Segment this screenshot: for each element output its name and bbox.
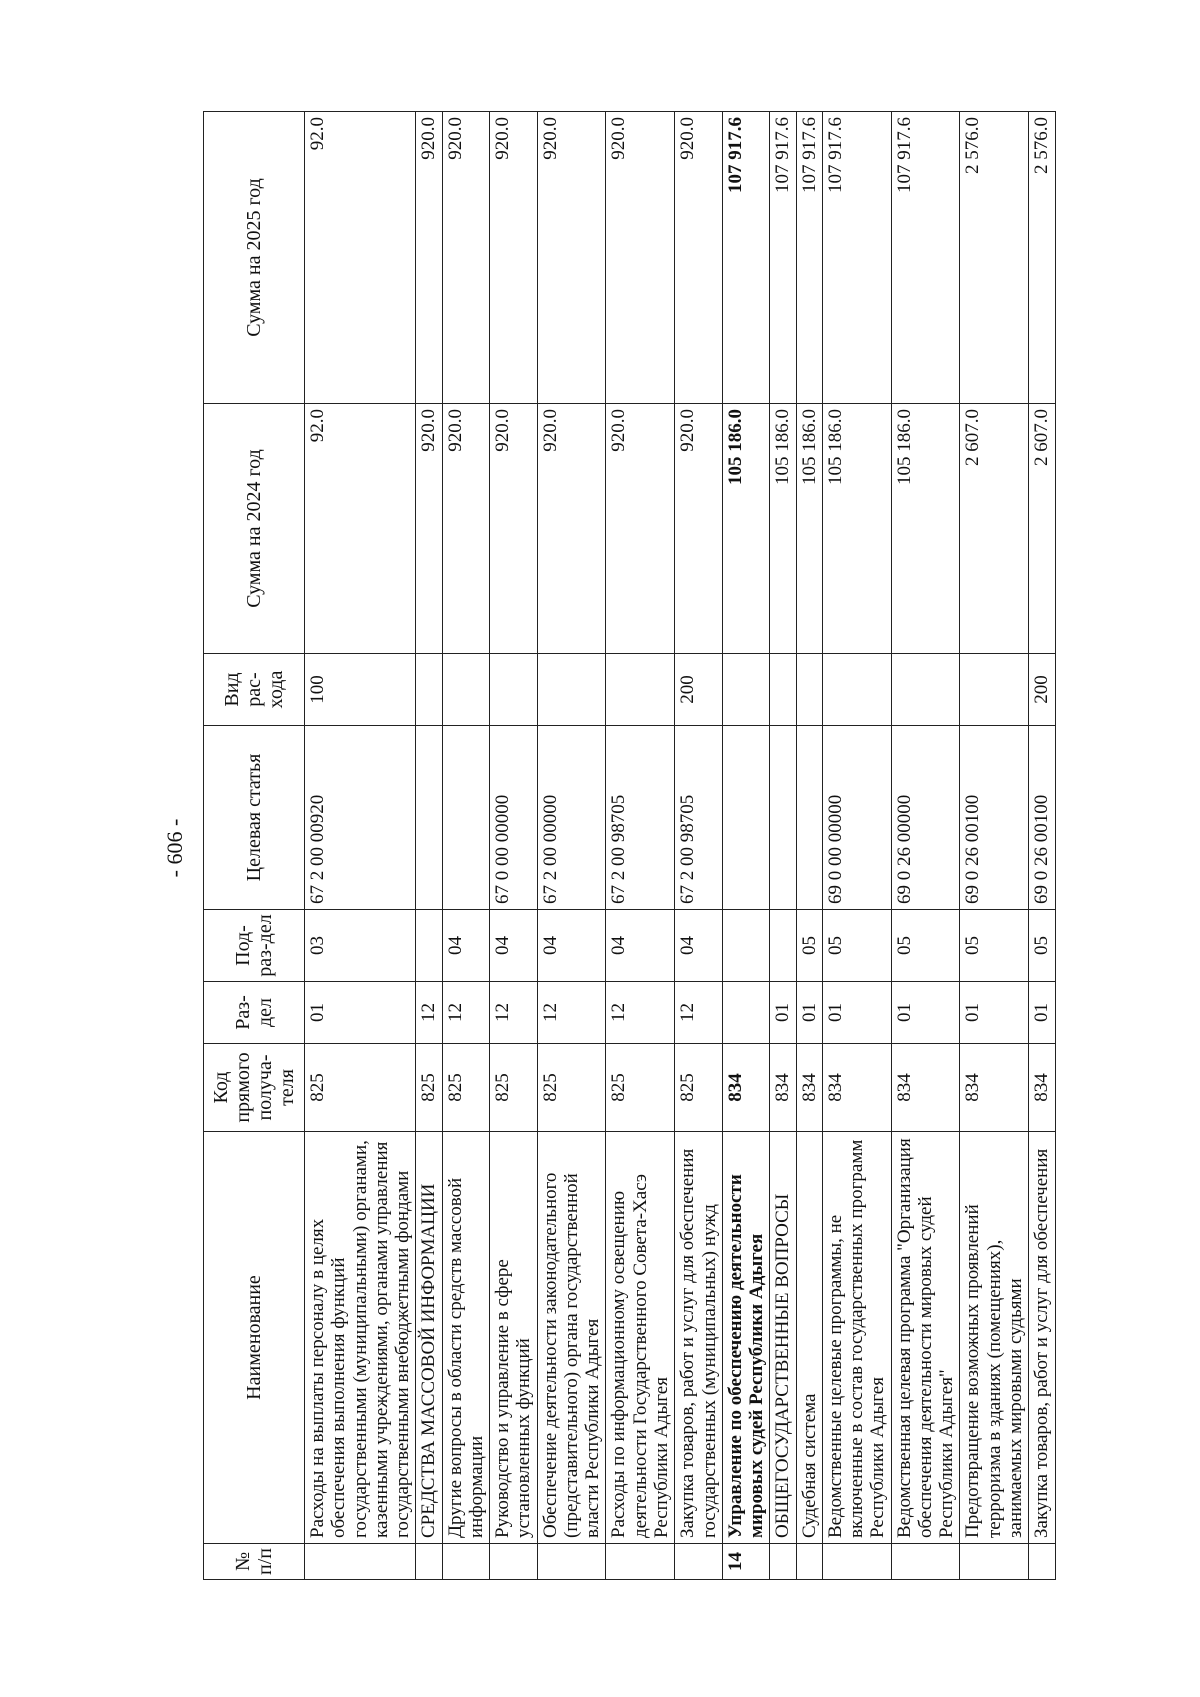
table-row	[442, 112, 490, 1580]
row-name: ОБЩЕГОСУДАРСТВЕННЫЕ ВОПРОСЫ	[770, 1132, 796, 1544]
table-row	[675, 112, 723, 1580]
row-sum-2024: 920.0	[490, 404, 538, 654]
row-name: Судебная система	[796, 1132, 822, 1544]
row-number	[490, 1544, 538, 1580]
row-target-article	[722, 726, 770, 910]
table-row	[770, 112, 796, 1580]
table-row	[960, 112, 1029, 1580]
row-expense-type: 200	[675, 654, 723, 726]
row-recipient-code: 825	[442, 1044, 490, 1132]
row-number	[891, 1544, 960, 1580]
row-sum-2024: 105 186.0	[796, 404, 822, 654]
table-row	[305, 112, 416, 1580]
row-name: Предотвращение возможных проявлений терроризма в зданиях (помещениях), занимаемых мировыми судьями	[960, 1132, 1029, 1544]
row-subsection: 04	[442, 910, 490, 982]
row-sum-2025: 920.0	[416, 112, 442, 404]
table-row	[537, 112, 606, 1580]
row-sum-2024: 105 186.0	[822, 404, 891, 654]
row-target-article: 69 0 26 00100	[1029, 726, 1055, 910]
table-row	[1029, 112, 1055, 1580]
row-expense-type	[537, 654, 606, 726]
row-recipient-code: 834	[722, 1044, 770, 1132]
table-header-row	[204, 112, 305, 1580]
row-section: 12	[606, 982, 675, 1044]
row-number	[416, 1544, 442, 1580]
row-name: Закупка товаров, работ и услуг для обеспечения государственных (муниципальных) нужд	[675, 1132, 723, 1544]
budget-table	[203, 111, 1056, 1580]
row-number	[822, 1544, 891, 1580]
row-sum-2024: 92.0	[305, 404, 416, 654]
row-section: 01	[305, 982, 416, 1044]
col-header-target-article: Целевая статья	[204, 726, 305, 910]
row-recipient-code: 834	[770, 1044, 796, 1132]
table-row	[722, 112, 770, 1580]
row-recipient-code: 825	[490, 1044, 538, 1132]
row-subsection: 05	[796, 910, 822, 982]
row-sum-2025: 2 576.0	[960, 112, 1029, 404]
row-number	[960, 1544, 1029, 1580]
row-expense-type	[722, 654, 770, 726]
row-sum-2025: 2 576.0	[1029, 112, 1055, 404]
table-row	[796, 112, 822, 1580]
row-subsection: 05	[891, 910, 960, 982]
row-section: 12	[442, 982, 490, 1044]
row-recipient-code: 825	[675, 1044, 723, 1132]
row-expense-type	[770, 654, 796, 726]
row-target-article	[770, 726, 796, 910]
row-recipient-code: 825	[305, 1044, 416, 1132]
row-number	[796, 1544, 822, 1580]
col-header-sum-2024: Сумма на 2024 год	[204, 404, 305, 654]
row-section: 12	[675, 982, 723, 1044]
row-recipient-code: 834	[891, 1044, 960, 1132]
row-name: СРЕДСТВА МАССОВОЙ ИНФОРМАЦИИ	[416, 1132, 442, 1544]
row-subsection	[722, 910, 770, 982]
row-sum-2024: 920.0	[442, 404, 490, 654]
row-number	[606, 1544, 675, 1580]
row-target-article: 67 2 00 00000	[537, 726, 606, 910]
document-sheet	[155, 108, 1053, 1588]
row-target-article	[442, 726, 490, 910]
row-sum-2024: 2 607.0	[960, 404, 1029, 654]
row-name: Расходы по информационному освещению деятельности Государственного Совета-Хасэ Республики Адыгея	[606, 1132, 675, 1544]
table-row	[822, 112, 891, 1580]
row-number	[770, 1544, 796, 1580]
col-header-sum-2025: Сумма на 2025 год	[204, 112, 305, 404]
col-header-recipient-code: Код прямого получа-теля	[204, 1044, 305, 1132]
col-header-section: Раз-дел	[204, 982, 305, 1044]
row-sum-2025: 920.0	[490, 112, 538, 404]
row-number	[1029, 1544, 1055, 1580]
row-number	[305, 1544, 416, 1580]
table-row	[891, 112, 960, 1580]
row-subsection: 04	[490, 910, 538, 982]
row-number: 14	[722, 1544, 770, 1580]
row-expense-type	[891, 654, 960, 726]
row-name: Закупка товаров, работ и услуг для обеспечения	[1029, 1132, 1055, 1544]
row-name: Управление по обеспечению деятельности мировых судей Республики Адыгея	[722, 1132, 770, 1544]
row-expense-type	[960, 654, 1029, 726]
row-sum-2025: 920.0	[442, 112, 490, 404]
row-expense-type	[490, 654, 538, 726]
row-recipient-code: 834	[822, 1044, 891, 1132]
row-name: Расходы на выплаты персоналу в целях обеспечения выполнения функций государственными (муниципальными) органами, казенными учреждениями, органами управления государственными внебюджетными фондами	[305, 1132, 416, 1544]
table-body	[305, 112, 1056, 1580]
row-section: 12	[490, 982, 538, 1044]
row-section: 01	[770, 982, 796, 1044]
row-expense-type	[606, 654, 675, 726]
row-target-article: 67 2 00 00920	[305, 726, 416, 910]
row-expense-type	[442, 654, 490, 726]
row-sum-2024: 105 186.0	[770, 404, 796, 654]
row-section: 01	[891, 982, 960, 1044]
row-sum-2024: 105 186.0	[891, 404, 960, 654]
row-name: Обеспечение деятельности законодательного (представительного) органа государственной власти Республики Адыгея	[537, 1132, 606, 1544]
page-number: - 606 -	[162, 818, 187, 878]
row-sum-2025: 107 917.6	[891, 112, 960, 404]
row-sum-2024: 105 186.0	[722, 404, 770, 654]
row-recipient-code: 834	[1029, 1044, 1055, 1132]
row-subsection	[416, 910, 442, 982]
col-header-subsection: Под-раз-дел	[204, 910, 305, 982]
row-sum-2025: 107 917.6	[770, 112, 796, 404]
row-sum-2025: 107 917.6	[822, 112, 891, 404]
row-section: 12	[416, 982, 442, 1044]
row-section: 01	[822, 982, 891, 1044]
row-subsection: 04	[537, 910, 606, 982]
row-section: 12	[537, 982, 606, 1044]
row-target-article	[796, 726, 822, 910]
table-row	[490, 112, 538, 1580]
col-header-number: № п/п	[204, 1544, 305, 1580]
row-target-article: 69 0 26 00000	[891, 726, 960, 910]
row-sum-2024: 920.0	[675, 404, 723, 654]
row-target-article: 69 0 00 00000	[822, 726, 891, 910]
row-section: 01	[1029, 982, 1055, 1044]
row-name: Ведомственные целевые программы, не включенные в состав государственных программ Республики Адыгея	[822, 1132, 891, 1544]
row-section	[722, 982, 770, 1044]
row-target-article: 67 0 00 00000	[490, 726, 538, 910]
row-recipient-code: 825	[606, 1044, 675, 1132]
row-subsection: 05	[822, 910, 891, 982]
row-section: 01	[960, 982, 1029, 1044]
row-sum-2024: 920.0	[606, 404, 675, 654]
row-subsection: 04	[606, 910, 675, 982]
row-sum-2024: 2 607.0	[1029, 404, 1055, 654]
row-section: 01	[796, 982, 822, 1044]
row-number	[675, 1544, 723, 1580]
row-sum-2024: 920.0	[537, 404, 606, 654]
row-sum-2025: 920.0	[537, 112, 606, 404]
row-name: Другие вопросы в области средств массовой информации	[442, 1132, 490, 1544]
row-recipient-code: 825	[416, 1044, 442, 1132]
table-row	[606, 112, 675, 1580]
row-subsection: 05	[960, 910, 1029, 982]
row-subsection: 05	[1029, 910, 1055, 982]
table-row	[416, 112, 442, 1580]
row-name: Руководство и управление в сфере установленных функций	[490, 1132, 538, 1544]
row-subsection: 04	[675, 910, 723, 982]
row-expense-type	[796, 654, 822, 726]
row-name: Ведомственная целевая программа "Организация обеспечения деятельности мировых судей Республики Адыгея"	[891, 1132, 960, 1544]
row-sum-2024: 920.0	[416, 404, 442, 654]
row-subsection: 03	[305, 910, 416, 982]
col-header-name: Наименование	[204, 1132, 305, 1544]
row-target-article: 67 2 00 98705	[606, 726, 675, 910]
row-target-article: 67 2 00 98705	[675, 726, 723, 910]
row-target-article: 69 0 26 00100	[960, 726, 1029, 910]
row-sum-2025: 920.0	[606, 112, 675, 404]
row-sum-2025: 92.0	[305, 112, 416, 404]
row-expense-type	[416, 654, 442, 726]
row-expense-type: 200	[1029, 654, 1055, 726]
row-sum-2025: 107 917.6	[796, 112, 822, 404]
row-recipient-code: 834	[960, 1044, 1029, 1132]
row-number	[442, 1544, 490, 1580]
row-recipient-code: 834	[796, 1044, 822, 1132]
row-sum-2025: 107 917.6	[722, 112, 770, 404]
row-sum-2025: 920.0	[675, 112, 723, 404]
row-expense-type: 100	[305, 654, 416, 726]
col-header-expense-type: Вид рас-хода	[204, 654, 305, 726]
row-target-article	[416, 726, 442, 910]
row-recipient-code: 825	[537, 1044, 606, 1132]
row-expense-type	[822, 654, 891, 726]
row-subsection	[770, 910, 796, 982]
row-number	[537, 1544, 606, 1580]
